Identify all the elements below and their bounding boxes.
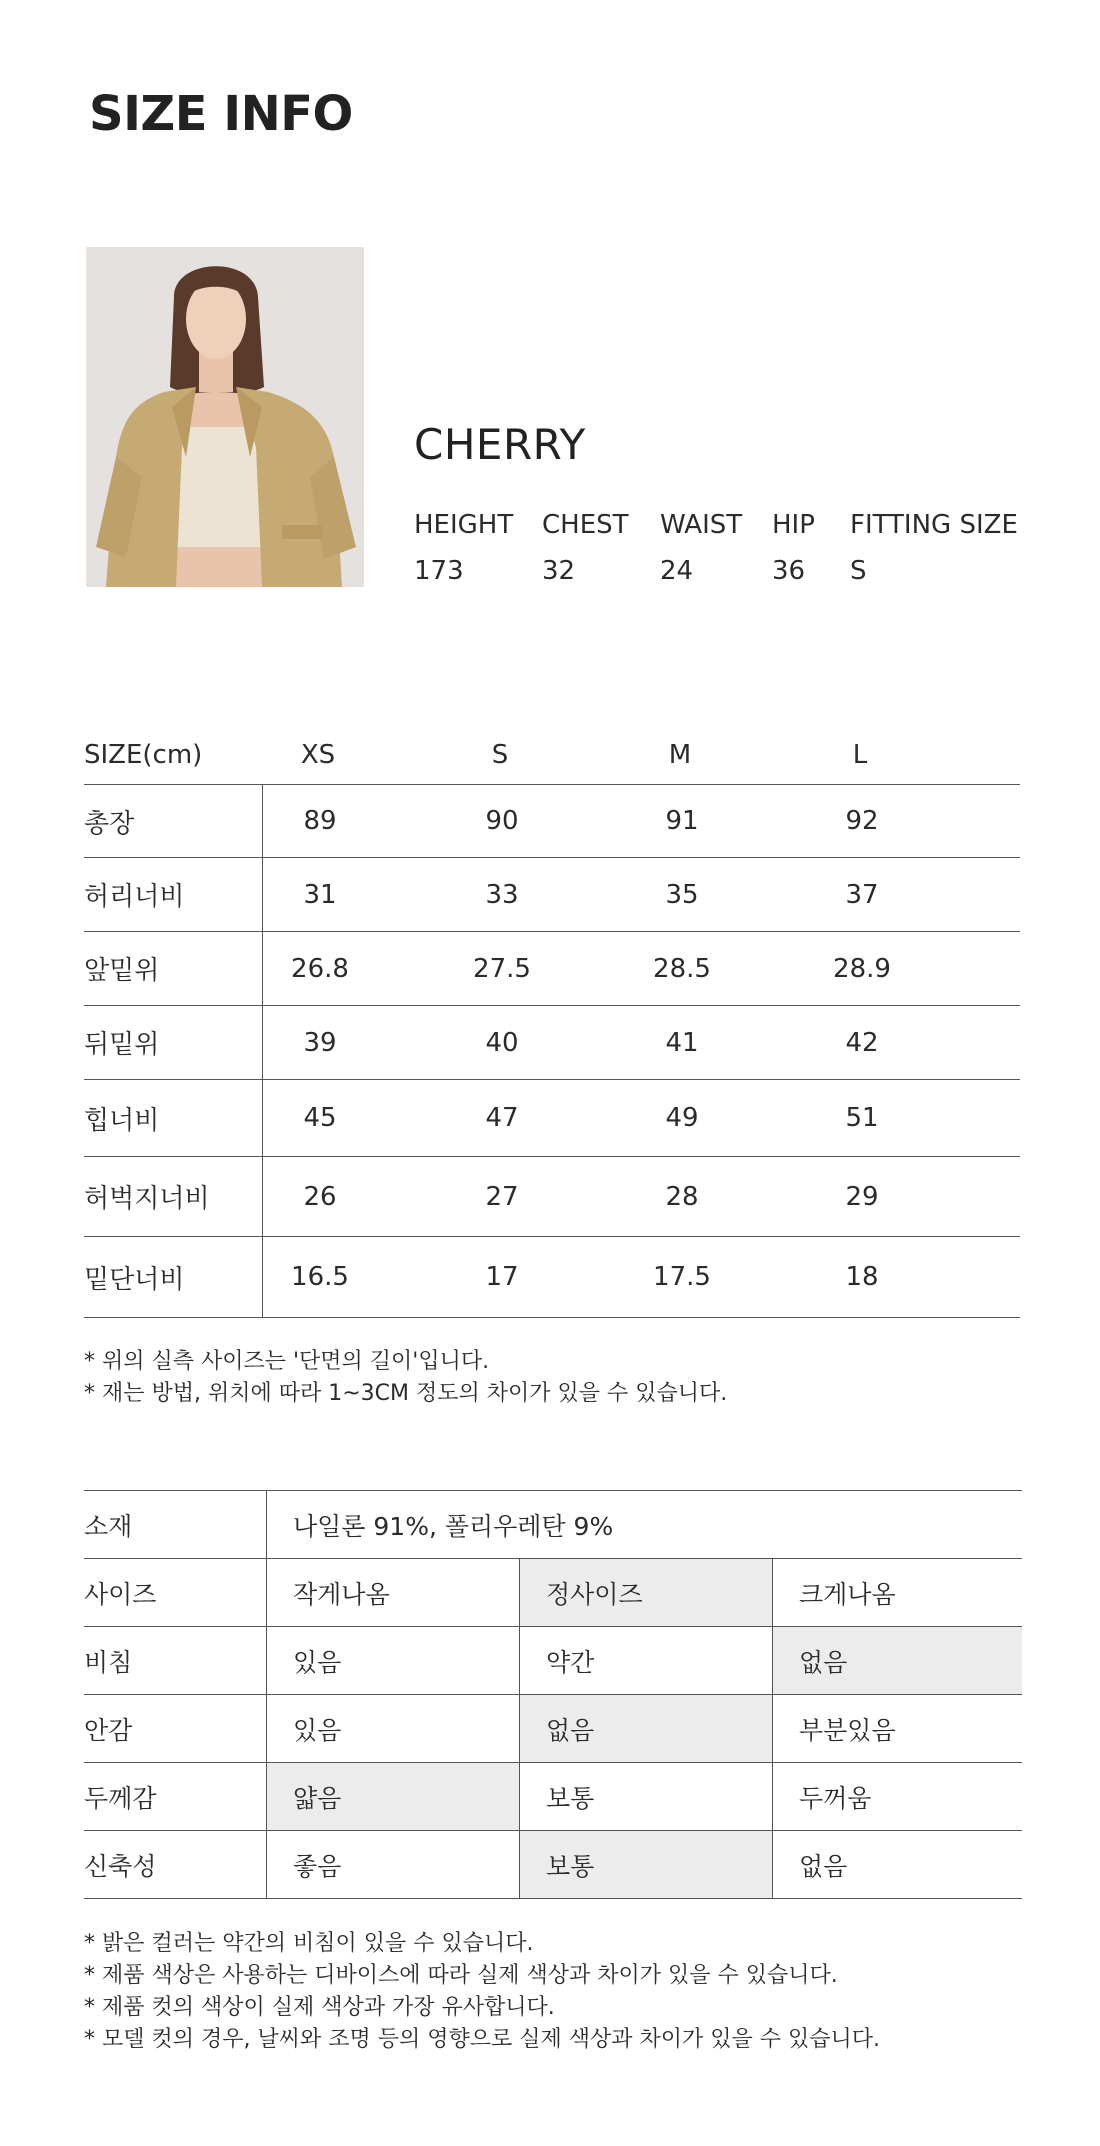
table-row-size	[84, 1559, 1022, 1627]
stat-value: S	[850, 556, 867, 586]
table-row	[84, 858, 1020, 932]
table-row	[84, 1080, 1020, 1157]
option-cell: 있음	[293, 1715, 342, 1745]
stat-label: HEIGHT	[414, 510, 514, 540]
option-cell: 작게나옴	[293, 1579, 390, 1609]
note-line: * 제품 컷의 색상이 실제 색상과 가장 유사합니다.	[84, 1995, 555, 2020]
stat-waist	[660, 510, 742, 586]
header-l: L	[852, 739, 868, 770]
size-table-header	[84, 725, 1020, 785]
table-row	[84, 1006, 1020, 1080]
option-cell: 크게나옴	[799, 1579, 896, 1609]
divider	[772, 1695, 773, 1762]
stat-fitting-size	[850, 510, 1018, 586]
table-row	[84, 1237, 1020, 1318]
cell-s: 27.5	[473, 953, 531, 984]
divider	[262, 1157, 263, 1236]
divider	[266, 1763, 267, 1830]
option-cell: 부분있음	[799, 1715, 896, 1745]
cell-m: 28.5	[653, 953, 711, 984]
note-line: * 위의 실측 사이즈는 '단면의 길이'입니다.	[84, 1349, 490, 1374]
divider	[262, 932, 263, 1005]
cell-m: 91	[665, 806, 699, 836]
table-row	[84, 1157, 1020, 1237]
divider	[772, 1559, 773, 1626]
cell-xs: 26.8	[291, 953, 349, 984]
size-notes	[84, 1346, 727, 1410]
option-cell: 좋음	[293, 1851, 342, 1881]
divider	[519, 1831, 520, 1898]
option-cell: 없음	[799, 1851, 848, 1881]
material-table	[84, 1490, 1022, 1899]
stat-hip	[772, 510, 815, 586]
model-name: CHERRY	[414, 420, 586, 469]
cell-l: 37	[845, 879, 879, 910]
option-cell: 약간	[546, 1647, 595, 1677]
stat-value: 36	[772, 556, 806, 586]
cell-l: 92	[845, 806, 879, 836]
divider	[266, 1559, 267, 1626]
model-photo	[86, 247, 364, 587]
cell-l: 18	[845, 1262, 879, 1292]
row-label: 두께감	[84, 1783, 157, 1813]
stat-label: HIP	[772, 510, 815, 540]
cell-m: 35	[665, 879, 699, 910]
stat-value: 32	[542, 556, 576, 586]
cell-s: 27	[485, 1181, 519, 1212]
divider	[262, 1006, 263, 1079]
divider	[519, 1559, 520, 1626]
divider	[262, 1080, 263, 1156]
table-row	[84, 932, 1020, 1006]
cell-l: 42	[845, 1027, 879, 1058]
cell-s: 47	[485, 1103, 519, 1133]
cell-s: 40	[485, 1027, 519, 1058]
note-line: * 밝은 컬러는 약간의 비침이 있을 수 있습니다.	[84, 1931, 534, 1956]
divider	[266, 1831, 267, 1898]
option-cell-selected: 얇음	[267, 1763, 519, 1830]
cell-xs: 45	[303, 1103, 337, 1133]
divider	[262, 858, 263, 931]
option-cell-selected: 없음	[520, 1695, 772, 1762]
divider	[519, 1627, 520, 1694]
option-cell-selected: 보통	[520, 1831, 772, 1898]
row-name: 허벅지너비	[84, 1184, 210, 1214]
material-notes	[84, 1928, 880, 2056]
stat-height	[414, 510, 513, 586]
row-name: 앞밑위	[84, 956, 160, 986]
cell-l: 28.9	[833, 953, 891, 984]
row-name: 뒤밑위	[84, 1030, 160, 1060]
header-xs: XS	[300, 739, 336, 770]
divider	[519, 1763, 520, 1830]
stat-label: CHEST	[542, 510, 629, 540]
option-cell: 보통	[546, 1783, 595, 1813]
option-cell: 두꺼움	[799, 1783, 872, 1813]
note-line: * 모델 컷의 경우, 날씨와 조명 등의 영향으로 실제 색상과 차이가 있을 수 있습니다.	[84, 2027, 880, 2052]
option-cell: 있음	[293, 1647, 342, 1677]
table-row	[84, 785, 1020, 858]
row-name: 허리너비	[84, 882, 185, 912]
cell-m: 41	[665, 1027, 699, 1058]
divider	[262, 1237, 263, 1317]
table-row-thickness	[84, 1763, 1022, 1831]
stat-label: FITTING SIZE	[850, 510, 1018, 540]
divider	[519, 1695, 520, 1762]
cell-xs: 16.5	[291, 1262, 349, 1292]
cell-m: 28	[665, 1181, 699, 1212]
cell-s: 33	[485, 879, 519, 910]
header-size-label: SIZE(cm)	[84, 739, 203, 770]
stat-value: 24	[660, 556, 694, 586]
cell-l: 51	[845, 1103, 879, 1133]
divider	[772, 1627, 773, 1694]
cell-xs: 31	[303, 879, 337, 910]
header-s: S	[491, 739, 509, 770]
divider	[772, 1831, 773, 1898]
option-cell-selected: 정사이즈	[520, 1559, 772, 1626]
cell-xs: 26	[303, 1181, 337, 1212]
row-name: 총장	[84, 808, 135, 839]
cell-s: 90	[485, 806, 519, 836]
row-label: 신축성	[84, 1851, 157, 1881]
divider	[266, 1627, 267, 1694]
divider	[262, 785, 263, 857]
fabric-row	[84, 1491, 1022, 1559]
stat-value: 173	[414, 556, 464, 586]
cell-m: 49	[665, 1103, 699, 1133]
cell-m: 17.5	[653, 1262, 711, 1292]
cell-xs: 89	[303, 806, 337, 836]
model-illustration	[86, 247, 364, 587]
cell-xs: 39	[303, 1027, 337, 1058]
table-row-stretch	[84, 1831, 1022, 1899]
row-label: 소재	[84, 1511, 133, 1541]
table-row-lining	[84, 1695, 1022, 1763]
stat-label: WAIST	[660, 510, 743, 540]
row-name: 힙너비	[84, 1105, 160, 1136]
header-m: M	[668, 739, 692, 770]
row-name: 밑단너비	[84, 1264, 185, 1295]
divider	[772, 1763, 773, 1830]
note-line: * 재는 방법, 위치에 따라 1~3CM 정도의 차이가 있을 수 있습니다.	[84, 1381, 728, 1406]
cell-s: 17	[485, 1262, 519, 1292]
row-label: 안감	[84, 1715, 133, 1745]
row-label: 비침	[84, 1647, 133, 1677]
divider	[266, 1695, 267, 1762]
option-cell-selected: 없음	[773, 1627, 1022, 1694]
stat-chest	[542, 510, 629, 586]
size-table	[84, 725, 1020, 1318]
page-title: SIZE INFO	[89, 86, 353, 142]
row-label: 사이즈	[84, 1579, 157, 1609]
table-row-sheerness	[84, 1627, 1022, 1695]
note-line: * 제품 색상은 사용하는 디바이스에 따라 실제 색상과 차이가 있을 수 있습니다.	[84, 1963, 838, 1988]
fabric-value: 나일론 91%, 폴리우레탄 9%	[293, 1511, 614, 1541]
cell-l: 29	[845, 1181, 879, 1212]
